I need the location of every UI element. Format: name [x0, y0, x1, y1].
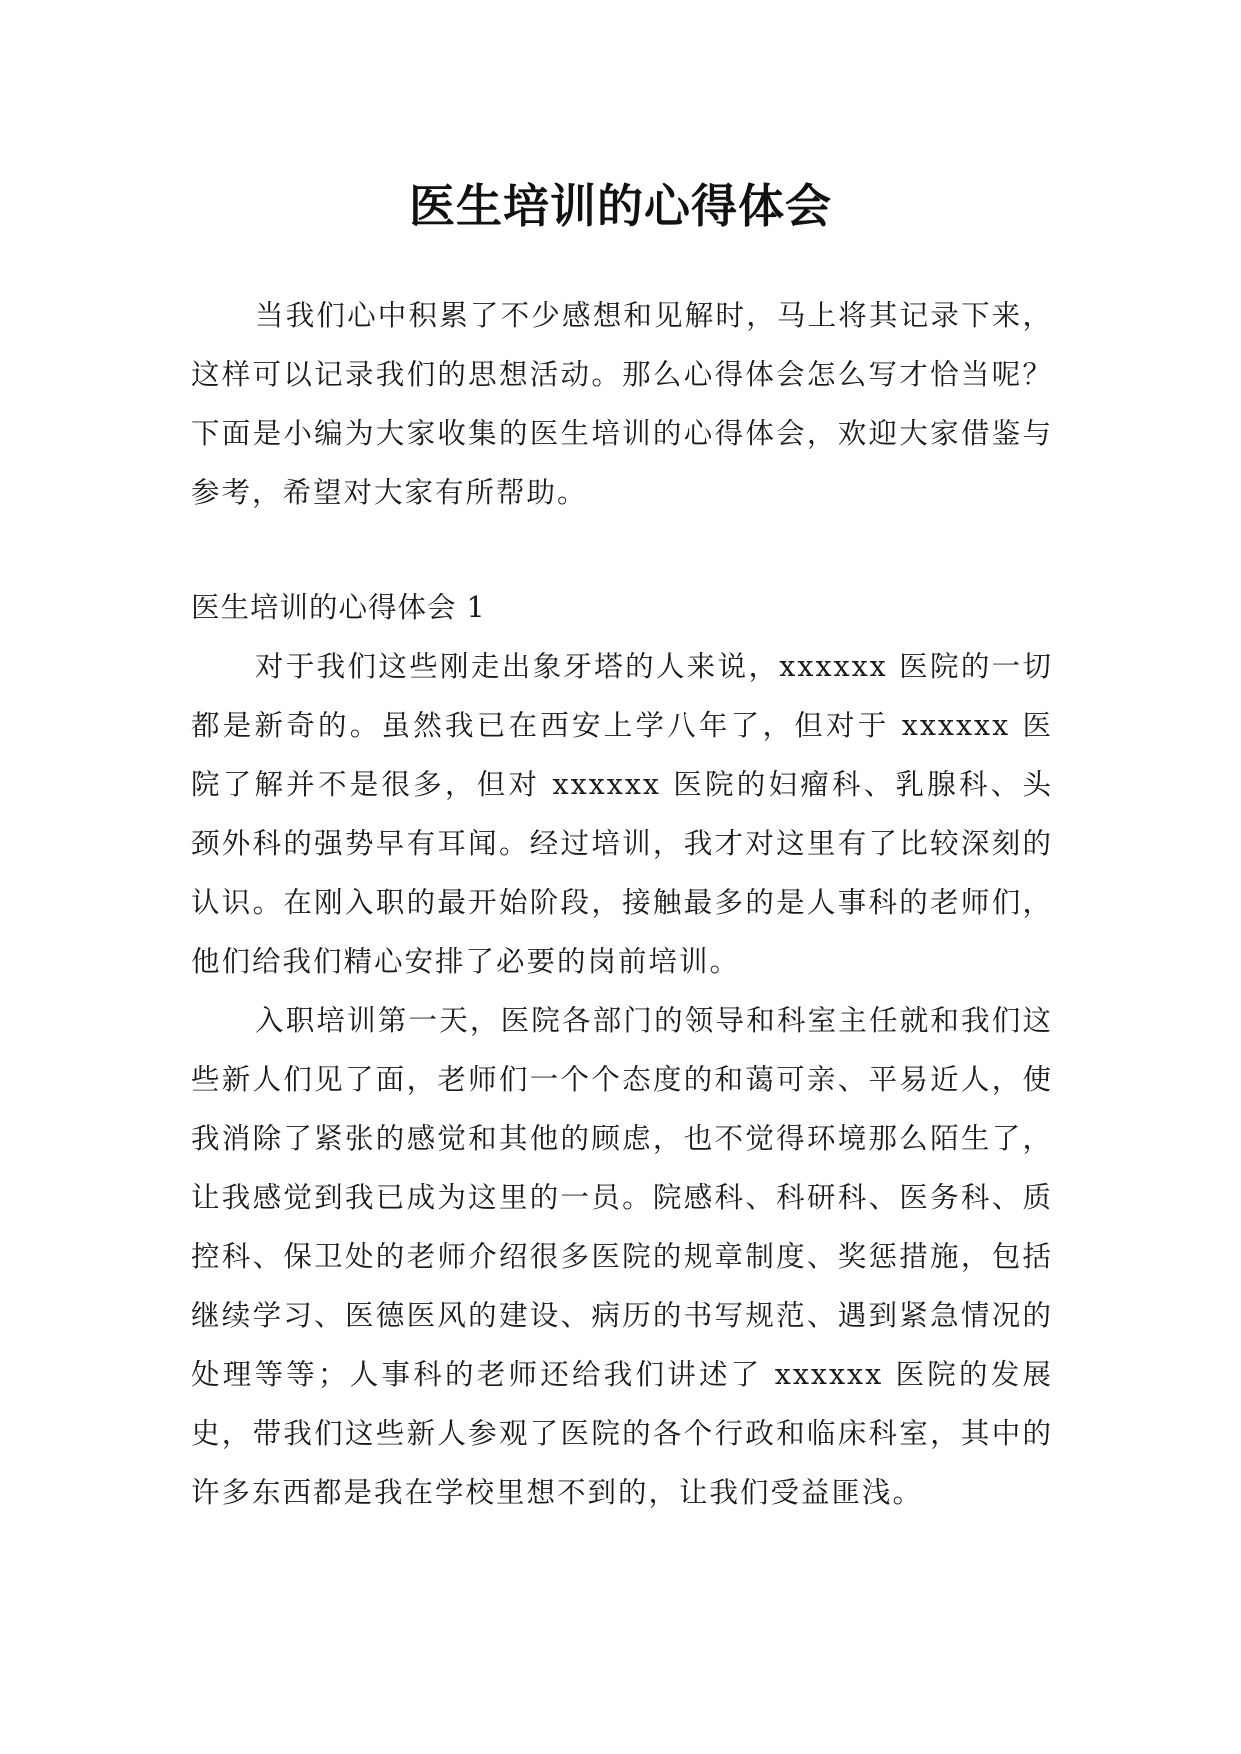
body-paragraph-1: 对于我们这些刚走出象牙塔的人来说，xxxxxx 医院的一切都是新奇的。虽然我已在西安上学八年了，但对于 xxxxxx 医院了解并不是很多，但对 xxxxxx 医院的妇瘤科、乳腺科、头颈外科的强势早有耳闻。经过培训，我才对这里有了比较深刻的认识。在刚入职的最开始阶段，接触最多的是人事科的老师们，他们给我们精心安排了必要的岗前培训。	[191, 650, 1053, 978]
document-title: 医生培训的心得体会	[409, 178, 832, 233]
section-heading: 医生培训的心得体会 1	[191, 591, 486, 624]
body-paragraph-2: 入职培训第一天，医院各部门的领导和科室主任就和我们这些新人们见了面，老师们一个个态度的和蔼可亲、平易近人，使我消除了紧张的感觉和其他的顾虑，也不觉得环境那么陌生了，让我感觉到我已成为这里的一员。院感科、科研科、医务科、质控科、保卫处的老师介绍很多医院的规章制度、奖惩措施，包括继续学习、医德医风的建设、病历的书写规范、遇到紧急情况的处理等等；人事科的老师还给我们讲述了 xxxxxx 医院的发展史，带我们这些新人参观了医院的各个行政和临床科室，其中的许多东西都是我在学校里想不到的，让我们受益匪浅。	[191, 1004, 1053, 1509]
intro-paragraph: 当我们心中积累了不少感想和见解时，马上将其记录下来，这样可以记录我们的思想活动。那么心得体会怎么写才恰当呢？下面是小编为大家收集的医生培训的心得体会，欢迎大家借鉴与参考，希望对大家有所帮助。	[191, 299, 1053, 509]
